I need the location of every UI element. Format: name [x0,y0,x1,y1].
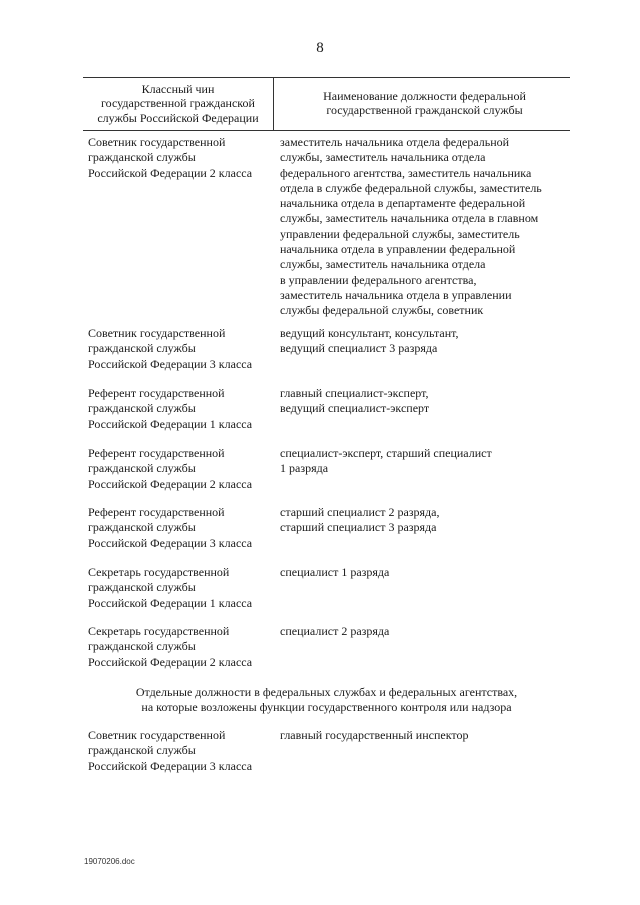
rank-line: гражданской службы [88,520,196,535]
position-line: службы, заместитель начальника отдела [280,150,486,165]
document-footer: 19070206.doc [84,857,135,866]
rank-line: Российской Федерации 1 класса [88,416,253,431]
position-line: главный государственный инспектор [280,728,469,742]
position-line: службы, заместитель начальника отдела в главном [280,211,539,226]
rank-line: Российской Федерации 2 класса [88,654,253,669]
rank-line: Советник государственной [88,135,226,149]
position-line: специалист-эксперт, старший специалист [280,446,492,460]
rank-line: Российской Федерации 3 класса [88,535,253,550]
rank-line: гражданской службы [88,341,196,356]
rank-line: гражданской службы [88,580,196,595]
position-line: начальника отдела в департаменте федеральной [280,196,526,211]
rank-cell [88,386,273,432]
rank-line: Секретарь государственной [88,565,230,579]
header-divider [273,78,274,130]
rank-line: Советник государственной [88,728,226,742]
rank-line: Российской Федерации 3 класса [88,356,253,371]
position-line: в управлении федерального агентства, [280,272,477,287]
page-number: 8 [316,40,324,56]
position-line: заместитель начальника отдела в управлении [280,287,512,302]
position-line: службы, заместитель начальника отдела [280,257,486,272]
rank-line: гражданской службы [88,639,196,654]
header-line: Классный чин [141,82,215,96]
table-header [83,77,570,131]
position-line: управлении федеральной службы, заместитель [280,226,520,241]
position-line: ведущий консультант, консультант, [280,326,459,340]
section-heading-line: Отдельные должности в федеральных службах и федеральных агентствах, [135,685,518,699]
rank-line: Советник государственной [88,326,226,340]
rank-cell [88,326,273,372]
position-line: специалист 1 разряда [280,565,390,579]
rank-cell [88,624,273,670]
position-line: службы федеральной службы, советник [280,303,484,318]
position-line: 1 разряда [280,461,329,476]
rank-line: Референт государственной [88,446,225,460]
positions-cell [280,728,552,743]
rank-line: Референт государственной [88,386,225,400]
position-line: отдела в службе федеральной службы, заместитель [280,180,542,195]
rank-line: гражданской службы [88,743,196,758]
header-line: государственной гражданской [101,96,255,111]
header-line: государственной гражданской службы [326,103,523,118]
rank-line: гражданской службы [88,150,196,165]
rank-cell [88,565,273,611]
positions-cell [280,446,552,477]
rank-cell [88,446,273,492]
section-heading-line: на которые возложены функции государственного контроля или надзора [141,700,512,714]
position-line: специалист 2 разряда [280,624,390,638]
rank-line: гражданской службы [88,401,196,416]
positions-cell [280,386,552,417]
header-rank-column [83,82,273,125]
position-line: ведущий специалист-эксперт [280,401,430,416]
rank-cell [88,135,273,181]
positions-cell [280,505,552,536]
position-line: главный специалист-эксперт, [280,386,429,400]
header-line: службы Российской Федерации [97,110,259,125]
rank-line: Референт государственной [88,505,225,519]
rank-line: гражданской службы [88,461,196,476]
positions-cell [280,624,552,639]
position-line: ведущий специалист 3 разряда [280,341,438,356]
positions-cell [280,135,552,319]
position-line: старший специалист 2 разряда, [280,505,440,519]
section-heading [83,685,570,715]
position-line: заместитель начальника отдела федеральной [280,135,510,149]
rank-line: Российской Федерации 2 класса [88,165,253,180]
position-line: начальника отдела в управлении федеральной [280,242,516,257]
rank-cell [88,505,273,551]
positions-cell [280,326,552,357]
header-line: Наименование должности федеральной [323,89,526,103]
header-position-column [279,89,570,118]
rank-line: Российской Федерации 1 класса [88,595,253,610]
rank-line: Российской Федерации 3 класса [88,758,253,773]
rank-line: Российской Федерации 2 класса [88,476,253,491]
positions-cell [280,565,552,580]
position-line: старший специалист 3 разряда [280,520,437,535]
rank-line: Секретарь государственной [88,624,230,638]
rank-cell [88,728,273,774]
position-line: федерального агентства, заместитель начальника [280,165,532,180]
